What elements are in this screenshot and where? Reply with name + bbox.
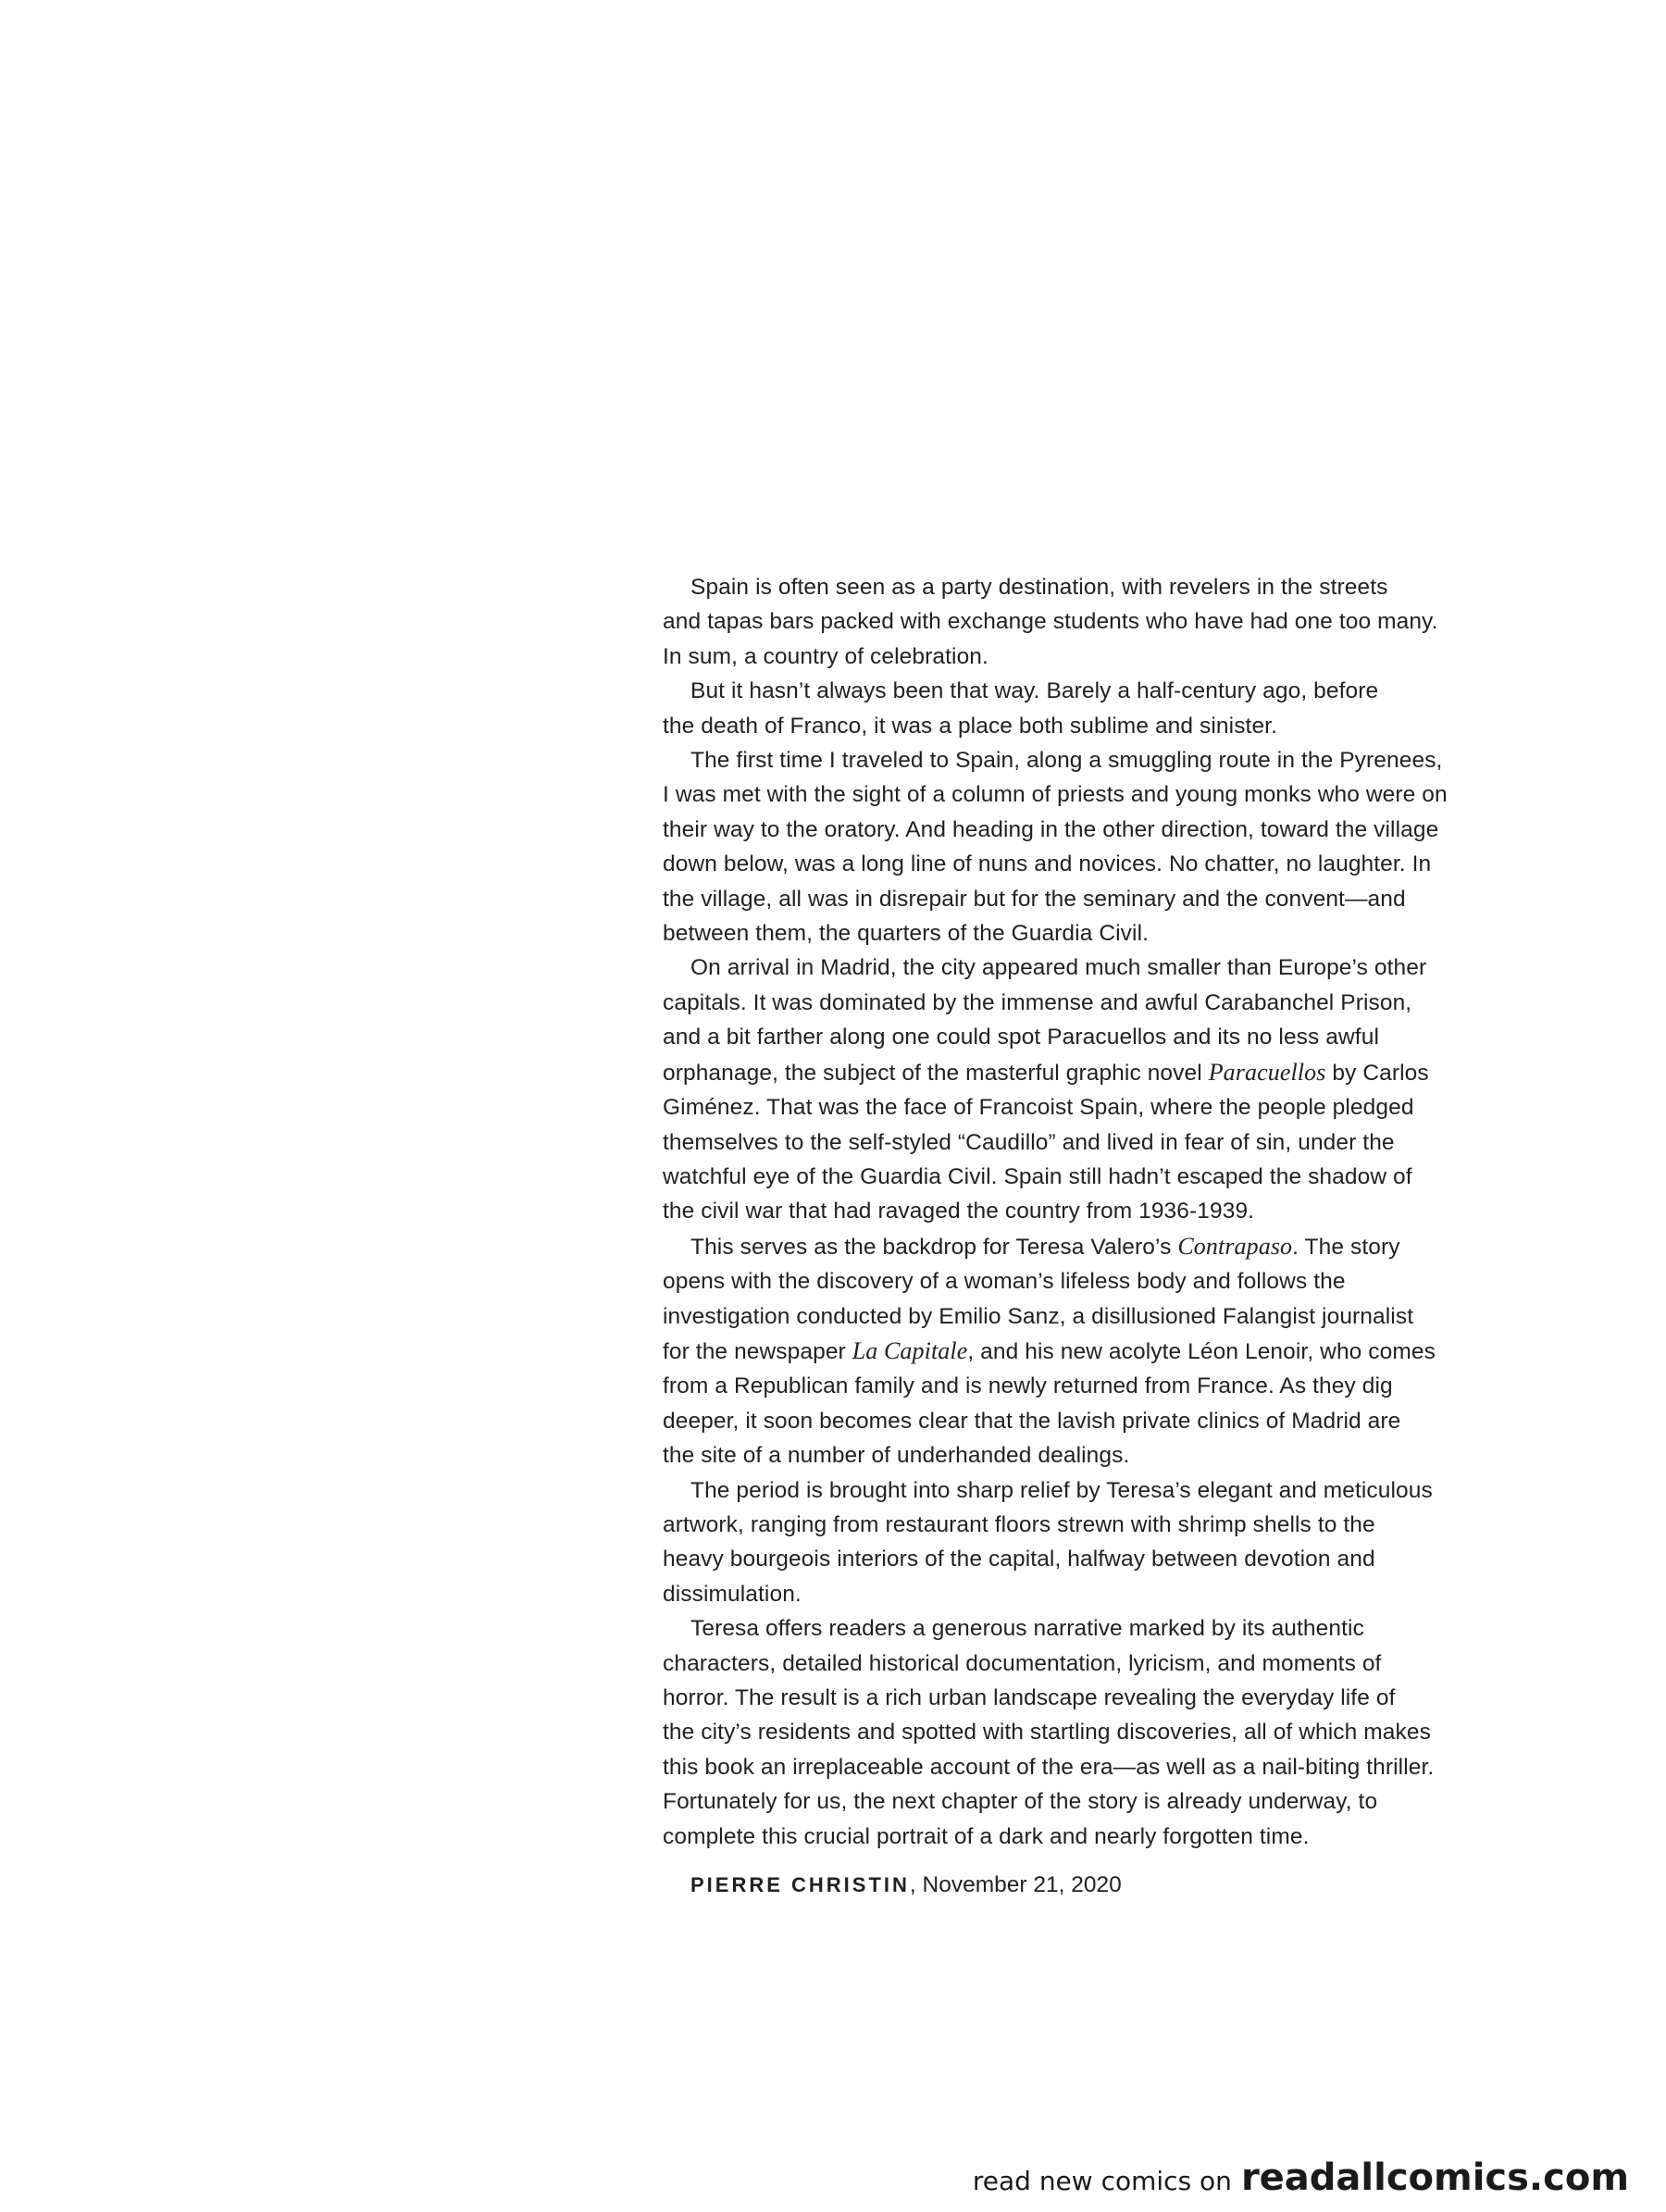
- paragraph-first-line: [663, 1611, 1514, 1646]
- paragraph-line: [663, 1369, 1514, 1403]
- paragraph-first-line: [663, 743, 1514, 777]
- paragraph-line: [663, 777, 1514, 812]
- paragraph-line: [663, 882, 1514, 916]
- line-text: from a Republican family and is newly returned from France. As they dig: [663, 1373, 1393, 1399]
- paragraph-line: [663, 1784, 1514, 1819]
- italic-title: La Capitale: [852, 1336, 968, 1364]
- paragraph-line: [663, 1125, 1514, 1160]
- line-text: But it hasn’t always been that way. Barely a half-century ago, before: [690, 678, 1379, 704]
- paragraph-line: [663, 916, 1514, 951]
- line-text: This serves as the backdrop for Teresa Valero’s: [690, 1234, 1178, 1260]
- italic-title: Paracuellos: [1208, 1058, 1326, 1086]
- paragraph-line: [663, 640, 1514, 674]
- paragraph-line: [663, 709, 1514, 743]
- paragraph-line: [663, 1577, 1514, 1611]
- line-text: On arrival in Madrid, the city appeared much smaller than Europe’s other: [690, 955, 1427, 981]
- line-text: deeper, it soon becomes clear that the lavish private clinics of Madrid are: [663, 1408, 1401, 1434]
- paragraph-line: [663, 813, 1514, 847]
- paragraph-line: [663, 1647, 1514, 1681]
- line-text: this book an irreplaceable account of the era—as well as a nail-biting thriller.: [663, 1754, 1435, 1780]
- line-text: and tapas bars packed with exchange students who have had one too many.: [663, 609, 1438, 635]
- line-text: Spain is often seen as a party destination, with revelers in the streets: [690, 575, 1388, 600]
- signature-date: , November 21, 2020: [909, 1872, 1122, 1897]
- line-text: The period is brought into sharp relief by Teresa’s elegant and meticulous: [690, 1477, 1433, 1503]
- line-text: horror. The result is a rich urban landscape revealing the everyday life of: [663, 1685, 1396, 1710]
- line-text: the civil war that had ravaged the country from 1936-1939.: [663, 1199, 1255, 1224]
- line-text: by Carlos: [1325, 1060, 1429, 1086]
- site-watermark: [973, 2156, 1629, 2199]
- watermark-site: readallcomics.com: [1240, 2156, 1629, 2199]
- line-text: for the newspaper: [663, 1338, 852, 1364]
- paragraph-line: [663, 604, 1514, 639]
- line-text: In sum, a country of celebration.: [663, 643, 988, 669]
- line-text: Giménez. That was the face of Francoist Spain, where the people pledged: [663, 1095, 1414, 1121]
- line-text: , and his new acolyte Léon Lenoir, who comes: [967, 1338, 1436, 1364]
- paragraph-line: [663, 1508, 1514, 1542]
- line-text: down below, was a long line of nuns and novices. No chatter, no laughter. In: [663, 851, 1432, 877]
- paragraph-first-line: [663, 951, 1514, 985]
- line-text: the site of a number of underhanded dealings.: [663, 1443, 1130, 1469]
- paragraph-line: [663, 1542, 1514, 1576]
- line-text: orphanage, the subject of the masterful graphic novel: [663, 1060, 1209, 1086]
- paragraph-line: [663, 1020, 1514, 1054]
- watermark-prefix: read new comics on: [972, 2166, 1232, 2196]
- paragraph-first-line: [663, 1473, 1514, 1508]
- line-text: Fortunately for us, the next chapter of the story is already underway, to: [663, 1789, 1378, 1815]
- line-text: . The story: [1292, 1234, 1400, 1260]
- line-text: heavy bourgeois interiors of the capital, halfway between devotion and: [663, 1547, 1375, 1572]
- paragraph-line: [663, 1264, 1514, 1299]
- paragraph-line: [663, 1299, 1514, 1334]
- essay-body: [663, 570, 1514, 1854]
- paragraph-line: [663, 1334, 1514, 1369]
- paragraph-line: [663, 1090, 1514, 1125]
- line-text: between them, the quarters of the Guardia Civil.: [663, 921, 1150, 947]
- paragraph-line: [663, 1681, 1514, 1715]
- paragraph-line: [663, 1438, 1514, 1473]
- line-text: their way to the oratory. And heading in the other direction, toward the village: [663, 816, 1439, 842]
- line-text: dissimulation.: [663, 1581, 802, 1607]
- author-name: PIERRE CHRISTIN: [690, 1873, 910, 1896]
- paragraph-line: [663, 1055, 1514, 1090]
- line-text: opens with the discovery of a woman’s lifeless body and follows the: [663, 1269, 1346, 1295]
- paragraph-line: [663, 1715, 1514, 1749]
- line-text: characters, detailed historical documentation, lyricism, and moments of: [663, 1650, 1382, 1676]
- paragraph-line: [663, 847, 1514, 881]
- line-text: investigation conducted by Emilio Sanz, a disillusioned Falangist journalist: [663, 1303, 1414, 1329]
- line-text: complete this crucial portrait of a dark and nearly forgotten time.: [663, 1823, 1310, 1849]
- line-text: the city’s residents and spotted with startling discoveries, all of which makes: [663, 1720, 1431, 1746]
- line-text: watchful eye of the Guardia Civil. Spain still hadn’t escaped the shadow of: [663, 1163, 1412, 1189]
- paragraph-line: [663, 1160, 1514, 1194]
- line-text: the village, all was in disrepair but for the seminary and the convent—and: [663, 886, 1406, 912]
- paragraph-line: [663, 986, 1514, 1020]
- line-text: I was met with the sight of a column of priests and young monks who were on: [663, 782, 1448, 808]
- italic-title: Contrapaso: [1177, 1232, 1293, 1260]
- paragraph-line: [663, 1194, 1514, 1228]
- paragraph-first-line: [663, 570, 1514, 604]
- paragraph-line: [663, 1750, 1514, 1784]
- line-text: artwork, ranging from restaurant floors strewn with shrimp shells to the: [663, 1511, 1375, 1537]
- line-text: and a bit farther along one could spot Paracuellos and its no less awful: [663, 1025, 1379, 1050]
- paragraph-line: [663, 1820, 1514, 1854]
- paragraph-line: [663, 1404, 1514, 1438]
- line-text: themselves to the self-styled “Caudillo” and lived in fear of sin, under the: [663, 1129, 1395, 1155]
- line-text: Teresa offers readers a generous narrative marked by its authentic: [690, 1616, 1364, 1642]
- line-text: The first time I traveled to Spain, along a smuggling route in the Pyrenees,: [690, 748, 1443, 774]
- author-signature: [690, 1870, 1122, 1901]
- paragraph-first-line: [663, 674, 1514, 708]
- line-text: the death of Franco, it was a place both sublime and sinister.: [663, 713, 1277, 739]
- paragraph-first-line: [663, 1229, 1514, 1264]
- line-text: capitals. It was dominated by the immense and awful Carabanchel Prison,: [663, 989, 1412, 1015]
